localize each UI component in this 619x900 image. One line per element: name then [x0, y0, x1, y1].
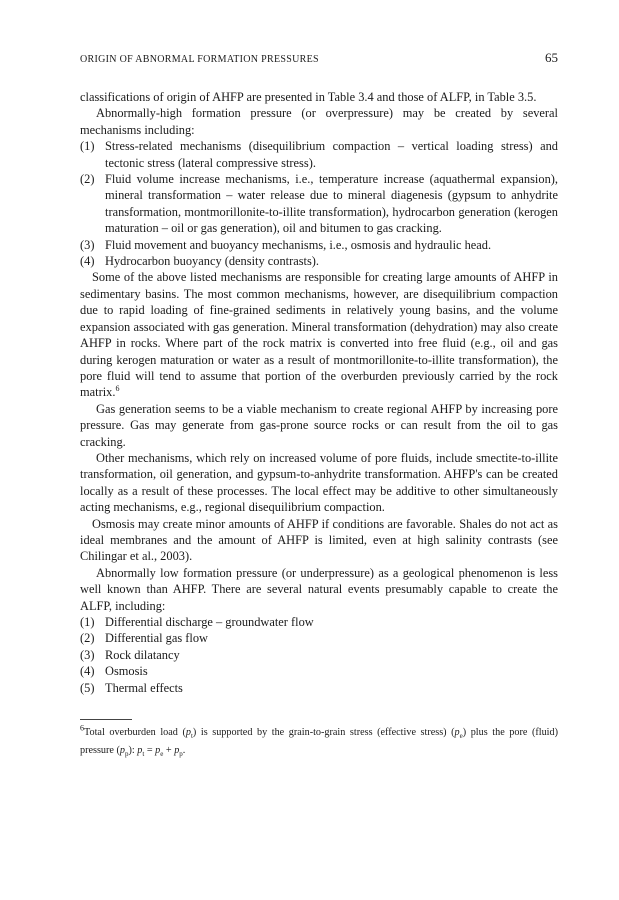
- list-item: (1) Differential discharge – groundwater flow: [80, 615, 314, 629]
- paragraph-4: Gas generation seems to be a viable mechanism to create regional AHFP by increasing pore pressure. Gas may generate from gas-prone source rocks or can result from the oil to gas cracking.: [80, 401, 558, 449]
- paragraph-7: Abnormally low formation pressure (or underpressure) as a geological phenomenon is less well known than AHFP. There are several natural events presumably capable to create the ALFP, including:: [80, 565, 558, 613]
- running-header: [80, 50, 558, 66]
- list-item: (3) Rock dilatancy: [80, 647, 180, 662]
- body-text: [80, 89, 558, 696]
- paragraph-5: Other mechanisms, which rely on increased volume of pore fluids, include smectite-to-illite transformation, oil generation, and gypsum-to-anhydrite transformation. AHFP's can be created locally as a result of these processes. The local effect may be additive to other simultaneously acting mechanisms, e.g., regional disequilibrium compaction.: [80, 450, 558, 515]
- footnote: $^6$Total overburden load $(p_t)$ is supported by the grain-to-grain stress (effective stress) $(p_e)$ plus the pore (fluid) pressure $(p_p)$: $p_t = p_e + p_p$.: [80, 723, 558, 758]
- list-item: (1) Stress-related mechanisms (disequilibrium compaction – vertical loading stress) and tectonic stress (lateral compressive stress).: [80, 139, 558, 170]
- ahfp-mechanisms-list: [80, 138, 558, 269]
- paragraph-1: classifications of origin of AHFP are presented in Table 3.4 and those of ALFP, in Table 3.5.: [80, 90, 537, 104]
- list-item: (4) Hydrocarbon buoyancy (density contrasts).: [80, 254, 320, 269]
- alfp-events-list: [80, 614, 558, 696]
- paragraph-3: Some of the above listed mechanisms are responsible for creating large amounts of AHFP in sedimentary basins. The most common mechanisms, however, are disequilibrium compaction due to rapid loading of fine-grained sediments in relatively young basins, and the volume expansion associated with gas generation. Mineral transformation (dehydration) may also create AHFP in rocks. Where part of the rock matrix is converted into free fluid (e.g., oil and gas during kerogen maturation or water as a result of montmorillonite-to-illite transformation), the pore fluid will tend to assume that portion of the overburden previously carried by the rock matrix.$^6$: [80, 270, 558, 400]
- page-number: 65: [545, 50, 558, 65]
- list-item: (4) Osmosis: [80, 664, 148, 679]
- footnote-mark: 6: [80, 723, 84, 733]
- list-item: (2) Fluid volume increase mechanisms, i.e., temperature increase (aquathermal expansion), mineral transformation – water release due to mineral diagenesis (gypsum to anhydrite transformation, montmorillonite-to-illite transformation), hydrocarbon generation (kerogen maturation – oil or gas generation), oil and bitumen to gas cracking.: [80, 172, 558, 236]
- running-title: ORIGIN OF ABNORMAL FORMATION PRESSURES: [80, 54, 319, 65]
- paragraph-6: Osmosis may create minor amounts of AHFP if conditions are favorable. Shales do not act as ideal membranes and the amount of AHFP is limited, even at high salinity contrasts (see Chilingar et al., 2003).: [80, 516, 558, 564]
- footnote-reference[interactable]: 6: [115, 384, 120, 394]
- list-item: (2) Differential gas flow: [80, 631, 208, 646]
- pressure-equation: $p_t = p_e + p_p$.: [137, 744, 186, 758]
- footnote-divider: [80, 719, 132, 720]
- list-item: (5) Thermal effects: [80, 680, 183, 695]
- page: [80, 50, 558, 761]
- paragraph-2: Abnormally-high formation pressure (or overpressure) may be created by several mechanisms including:: [80, 106, 558, 137]
- list-item: (3) Fluid movement and buoyancy mechanisms, i.e., osmosis and hydraulic head.: [80, 237, 492, 252]
